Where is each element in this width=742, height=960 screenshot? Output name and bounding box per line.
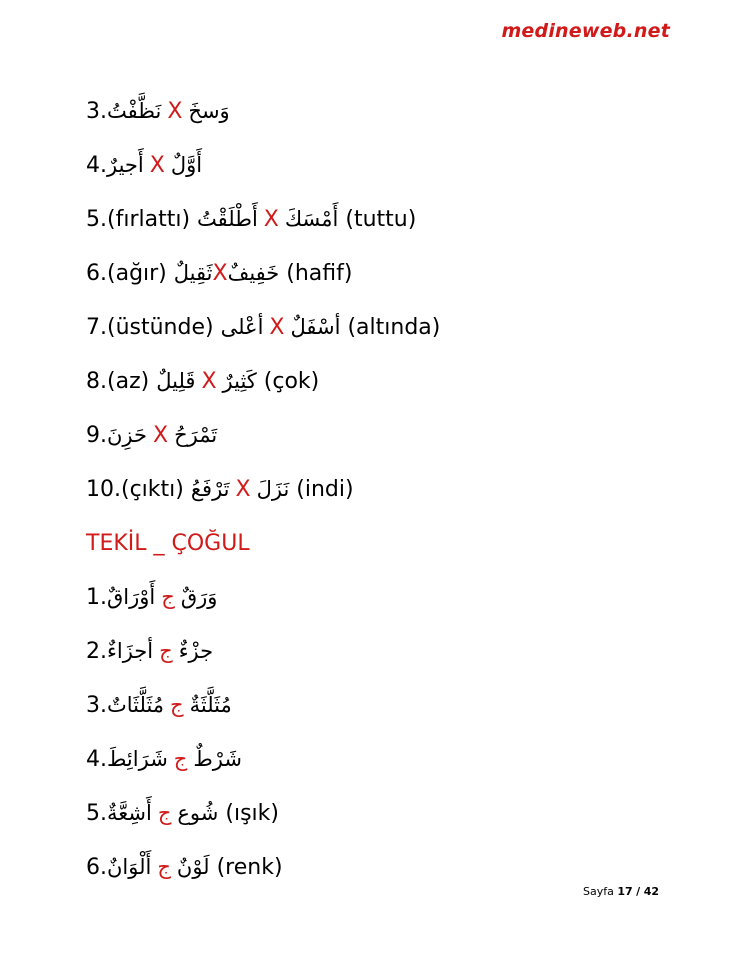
arabic-word: خَفِيفٌ [227, 261, 280, 285]
separator: X [212, 260, 228, 286]
separator: ج [157, 855, 171, 879]
translation: (altında) [347, 314, 441, 340]
arabic-word: نَزَلَ [256, 477, 290, 501]
arabic-word: مُثَلَّثَةٌ [189, 693, 232, 717]
separator: ج [161, 585, 175, 609]
list-item [86, 570, 686, 624]
separator: X [153, 422, 169, 448]
arabic-word: نَظَّفْتُ [107, 99, 162, 123]
arabic-word: شَرَائِطَ [107, 747, 168, 771]
item-number: 6. [86, 260, 107, 286]
translation: (tuttu) [345, 206, 417, 232]
separator: ج [159, 639, 173, 663]
list-item [86, 786, 686, 840]
item-number: 5. [86, 206, 107, 232]
arabic-word: شُوع [177, 801, 219, 825]
arabic-word: وَرَقٌ [180, 585, 218, 609]
arabic-word: أجزَاءٌ [107, 639, 154, 663]
arabic-word: جزْءٌ [178, 639, 214, 663]
list-item [86, 732, 686, 786]
item-number: 4. [86, 746, 107, 772]
arabic-word: قَلِيلٌ [156, 369, 196, 393]
separator: X [269, 314, 285, 340]
separator: ج [157, 801, 172, 825]
content [86, 84, 686, 894]
arabic-word: أَوْرَاقٌ [107, 585, 156, 609]
item-number: 9. [86, 422, 107, 448]
item-number: 3. [86, 692, 107, 718]
item-number: 8. [86, 368, 107, 394]
page-current: 17 [617, 885, 633, 898]
arabic-word: لَوْنٌ [176, 855, 210, 879]
arabic-word: كَثِيرٌ [222, 369, 257, 393]
list-item [86, 138, 686, 192]
separator: ج [170, 693, 184, 717]
item-number: 5. [86, 800, 107, 826]
translation: (fırlattı) [107, 206, 191, 232]
arabic-word: أَطْلَقْتُ [197, 207, 258, 231]
item-number: 1. [86, 584, 107, 610]
arabic-word: أَجيرٌ [107, 153, 144, 177]
separator: X [167, 98, 183, 124]
separator: X [201, 368, 217, 394]
arabic-word: شَرْطٌ [193, 747, 242, 771]
item-number: 3. [86, 98, 107, 124]
list-item [86, 354, 686, 408]
arabic-word: تَمْرَحُ [174, 423, 218, 447]
page-total: 42 [643, 885, 660, 898]
item-number: 2. [86, 638, 107, 664]
arabic-word: مُثَلَّثَاتٌ [107, 693, 165, 717]
arabic-word: وَسخَ [188, 99, 230, 123]
list-item [86, 678, 686, 732]
item-number: 7. [86, 314, 107, 340]
item-number: 4. [86, 152, 107, 178]
separator: X [235, 476, 251, 502]
arabic-word: أَشِعَّةٌ [107, 801, 152, 825]
arabic-word: أعْلى [220, 315, 264, 339]
list-item [86, 84, 686, 138]
item-number: 10. [86, 476, 121, 502]
separator: X [263, 206, 279, 232]
arabic-word: أَوَّلٌ [170, 153, 203, 177]
translation: (çok) [263, 368, 320, 394]
site-name: medineweb.net [501, 20, 670, 42]
translation: (üstünde) [107, 314, 214, 340]
translation: (hafif) [286, 260, 353, 286]
translation: (indi) [296, 476, 354, 502]
arabic-word: ثَقِيلٌ [173, 261, 213, 285]
list-item [86, 192, 686, 246]
page-footer [583, 885, 659, 898]
page-slash: / [636, 885, 641, 898]
list-item [86, 624, 686, 678]
page-label: Sayfa [583, 885, 614, 898]
list-item [86, 408, 686, 462]
translation: (az) [107, 368, 150, 394]
list-item [86, 300, 686, 354]
list-item [86, 246, 686, 300]
translation: (ışık) [225, 800, 279, 826]
arabic-word: أَلْوَانٌ [107, 855, 152, 879]
arabic-word: تَرْفَعُ [190, 477, 230, 501]
translation: (ağır) [107, 260, 167, 286]
arabic-word: أسْفَلٌ [290, 315, 341, 339]
separator: X [149, 152, 165, 178]
item-number: 6. [86, 854, 107, 880]
separator: ج [173, 747, 188, 771]
arabic-word: حَزِنَ [107, 423, 147, 447]
list-item [86, 462, 686, 516]
section-heading: TEKİL _ ÇOĞUL [86, 530, 250, 556]
translation: (renk) [216, 854, 283, 880]
translation: (çıktı) [121, 476, 184, 502]
arabic-word: أَمْسَكَ [284, 207, 339, 231]
